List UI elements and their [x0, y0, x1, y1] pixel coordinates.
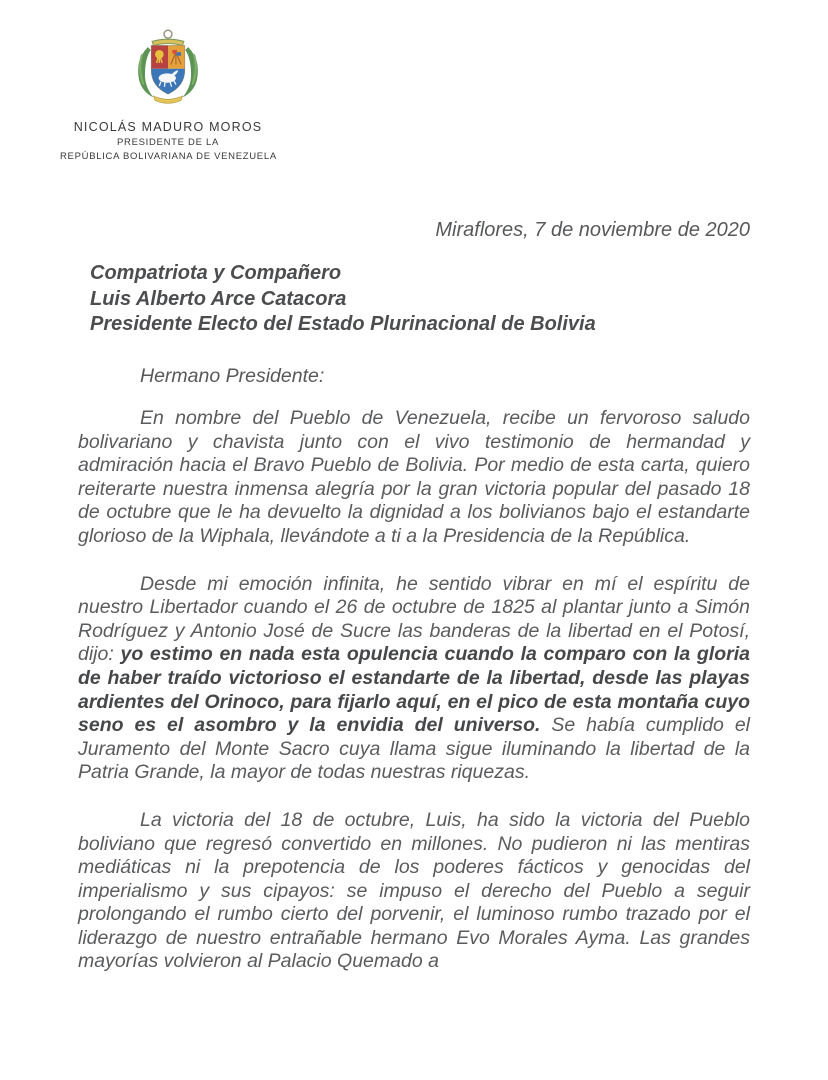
- recipient-line-1: Compatriota y Compañero: [90, 262, 342, 284]
- dateline: Miraflores, 7 de noviembre de 2020: [435, 219, 750, 241]
- recipient-line-2: Luis Alberto Arce Catacora: [90, 287, 347, 310]
- quote-bold-segment: yo estimo en nada esta opulencia cuando la comparo con la gloria de haber traído victorioso el estandarte de la libertad, desde las playas ardientes del Orinoco, para fijarlo aquí, en el pico de esta montaña cuyo seno es el asombro y la envidia del universo.: [78, 643, 750, 737]
- letter-body: [78, 407, 750, 998]
- letter-paragraph: [78, 407, 750, 549]
- paragraph-segment: La victoria del 18 de octubre, Luis, ha sido la victoria del Pueblo boliviano que regresó convertido en millones. No pudieron ni las mentiras mediáticas ni la prepotencia de los poderes fácticos y genocidas del imperialismo y sus cipayos: se impuso el derecho del Pueblo a seguir prolongando el rumbo cierto del porvenir, el luminoso rumbo trazado por el liderazgo de nuestro entrañable hermano Evo Morales Ayma. Las grandes mayorías volvieron al Palacio Quemado a: [78, 808, 750, 973]
- letterhead-subtitle-2: REPÚBLICA BOLIVARIANA DE VENEZUELA: [60, 151, 277, 162]
- letterhead-subtitle-1: PRESIDENTE DE LA: [116, 137, 219, 148]
- venezuela-coat-of-arms-icon: [132, 28, 204, 108]
- paragraph-segment: Desde mi emoción infinita, he sentido vibrar en mí el espíritu de nuestro Libertador cuando el 26 de octubre de 1825 al plantar junto a Simón Rodríguez y Antonio José de Sucre las banderas de la libertad en el Potosí, dijo:: [78, 572, 750, 666]
- letterhead-name: NICOLÁS MADURO MOROS: [73, 120, 263, 134]
- recipient-block: [90, 261, 596, 338]
- letter-paragraph: [78, 809, 750, 974]
- paragraph-segment: Se había cumplido el Juramento del Monte Sacro cuya llama sigue iluminando la libertad de la Patria Grande, la mayor de todas nuestras riquezas.: [78, 714, 750, 784]
- recipient-line-3: Presidente Electo del Estado Plurinacional de Bolivia: [90, 313, 596, 335]
- salutation: Hermano Presidente:: [140, 365, 325, 387]
- paragraph-segment: En nombre del Pueblo de Venezuela, recibe un fervoroso saludo bolivariano y chavista junto con el vivo testimonio de hermandad y admiración hacia el Bravo Pueblo de Bolivia. Por medio de esta carta, quiero reiterarte nuestra inmensa alegría por la gran victoria popular del pasado 18 de octubre que le ha devuelto la dignidad a los bolivianos bajo el estandarte glorioso de la Wiphala, llevándote a ti a la Presidencia de la República.: [78, 407, 750, 547]
- letterhead: [60, 28, 276, 162]
- letter-paragraph: [78, 573, 750, 785]
